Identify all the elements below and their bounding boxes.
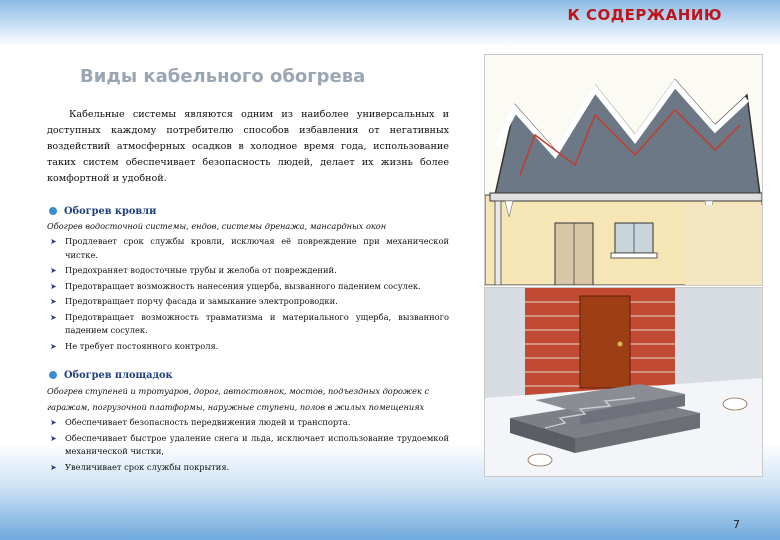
arrow-bullet-icon: ➤ [50,341,57,351]
arrow-bullet-icon: ➤ [50,312,57,322]
section-roof-list [47,235,449,355]
section-roof-subtitle: Обогрев водосточной системы, ендов, системы дренажа, мансардных окон [47,221,387,231]
roof-heating-illustration [484,54,763,286]
section-area-list [47,416,449,476]
list-item: ➤ Продлевает срок службы кровли, исключая её повреждение при механической чистке. [50,236,449,260]
list-item: ➤ Увеличивает срок службы покрытия. [47,461,449,475]
section-roof-heading [49,206,156,217]
arrow-bullet-icon: ➤ [50,266,57,275]
section-area-heading [49,370,173,381]
section-area-subtitle: Обогрев ступеней и тротуаров, дорог, автостоянок, мостов, подъездных дорожек с гаражам, погрузочной платформы, наружные ступени, полов в жилых помещениях [47,386,430,412]
list-item: ➤ Предохраняет водосточные трубы и желоба от повреждений. [47,264,449,278]
steps-heating-illustration [484,287,763,477]
arrow-bullet-icon: ➤ [50,237,57,246]
arrow-bullet-icon: ➤ [50,418,57,427]
intro-paragraph: Кабельные системы являются одним из наиболее универсальных и доступных каждому потребителю способов избавления от негативных воздействий атмосферных осадков в холодное время года, использование таких систем обеспечивает безопасность людей, делает их жизнь более комфортной и удобной. [47,109,449,184]
list-item: ➤ Не требует постоянного контроля. [47,340,449,354]
list-item: ➤ Предотвращает возможность травматизма и материального ущерба, вызванного падением сосулек. [50,311,449,335]
list-item: ➤ Обеспечивает безопасность передвижения людей и транспорта. [47,416,449,430]
list-item: ➤ Предотвращает порчу фасада и замыкание электропроводки. [47,295,449,309]
list-item: ➤ Предотвращает возможность нанесения ущерба, вызванного падением сосулек. [47,280,449,294]
page-number: 7 [733,518,740,531]
section-area-heading-text: Обогрев площадок [64,370,173,381]
section-roof-heading-text: Обогрев кровли [64,206,157,217]
arrow-bullet-icon: ➤ [50,433,57,443]
list-item: ➤ Обеспечивает быстрое удаление снега и льда, исключает использование трудоемкой механической чистки, [50,432,449,456]
arrow-bullet-icon: ➤ [50,297,57,306]
table-of-contents-link[interactable]: К СОДЕРЖАНИЮ [567,6,722,24]
bullet-dot-icon [49,207,57,215]
arrow-bullet-icon: ➤ [50,462,57,472]
page-title: Виды кабельного обогрева [80,66,366,87]
bullet-dot-icon [49,371,57,379]
arrow-bullet-icon: ➤ [50,281,57,291]
